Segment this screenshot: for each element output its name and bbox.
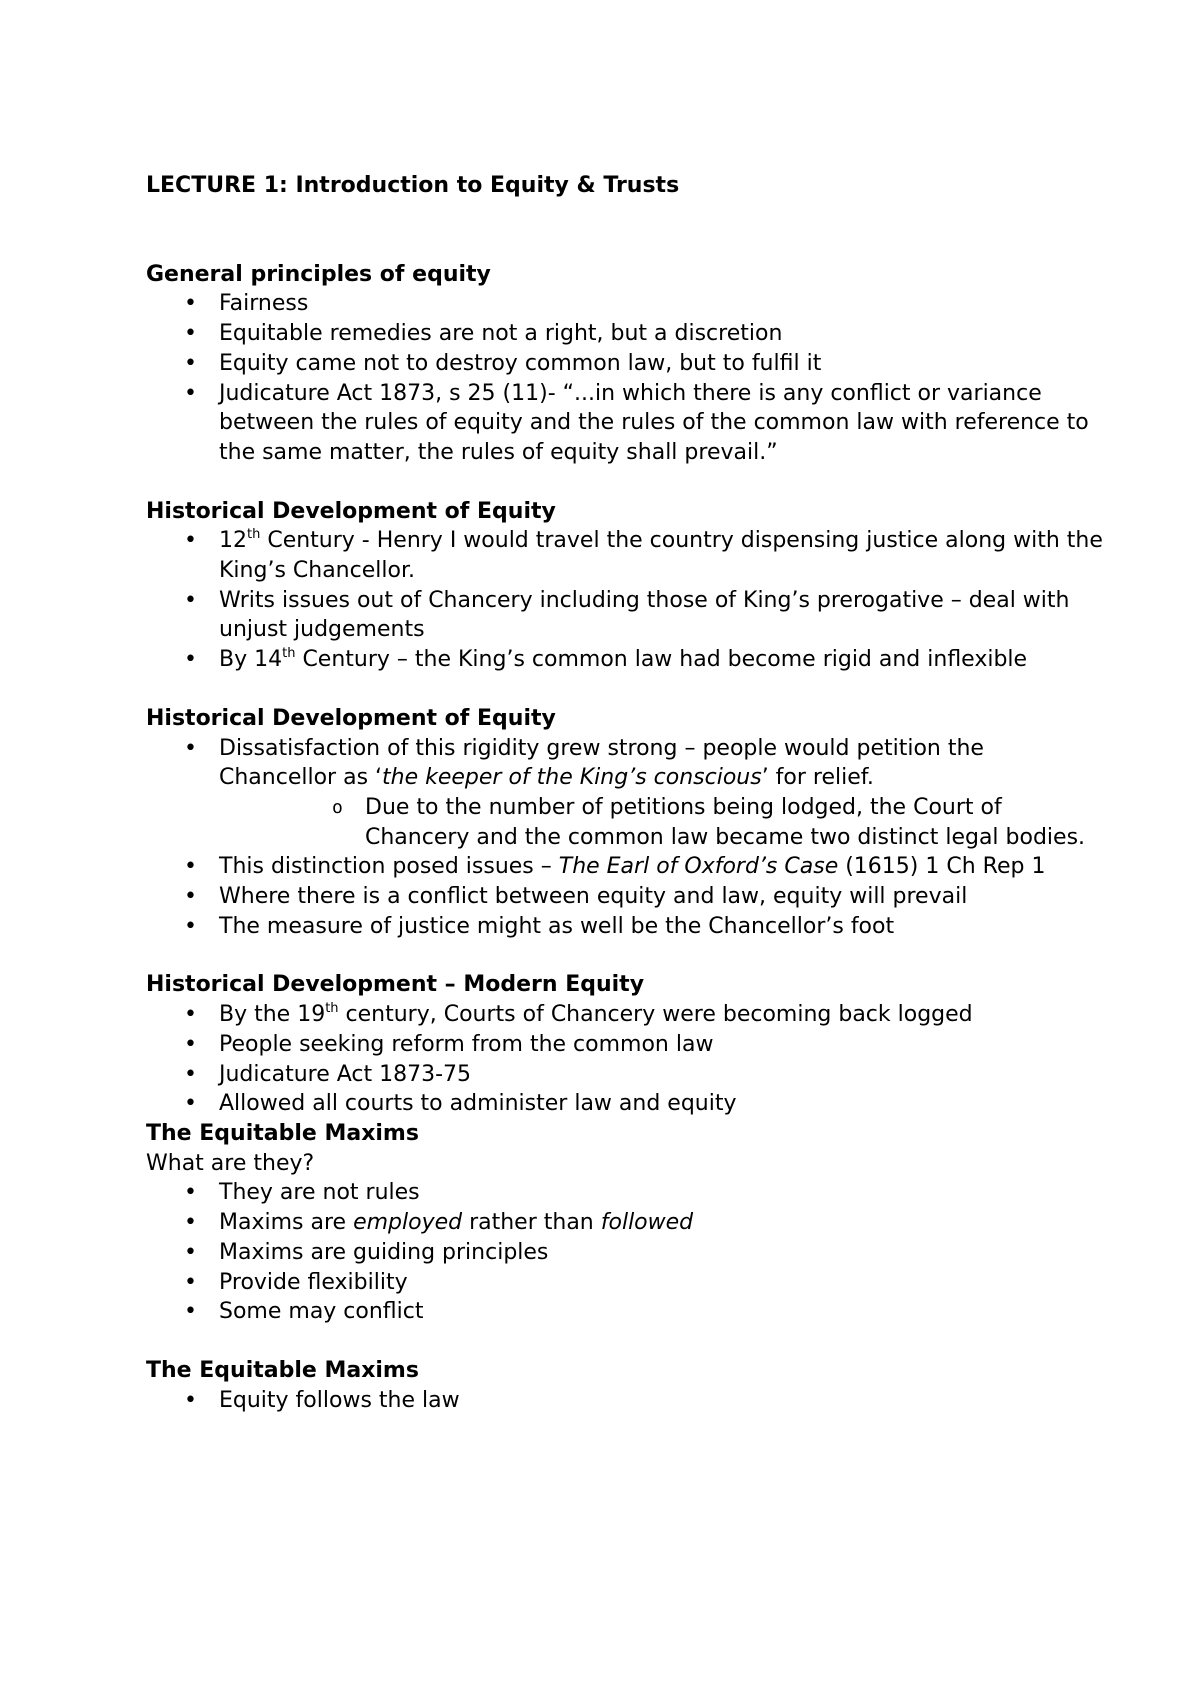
- list-item: • They are not rules: [146, 1178, 1106, 1208]
- section-general-principles: [146, 260, 1106, 468]
- list-item: • Equity came not to destroy common law, but to fulfil it: [146, 349, 1106, 379]
- list-item: • This distinction posed issues – The Earl of Oxford’s Case (1615) 1 Ch Rep 1: [146, 852, 1106, 882]
- section-heading: The Equitable Maxims: [146, 1357, 419, 1383]
- bullet-list: [146, 526, 1106, 675]
- list-item: • Judicature Act 1873-75: [146, 1060, 1106, 1090]
- list-item: • 12th Century - Henry I would travel the country dispensing justice along with the King’s Chancellor.: [146, 526, 1106, 585]
- list-item: • Maxims are employed rather than followed: [146, 1208, 1106, 1238]
- list-item: • By 14th Century – the King’s common law had become rigid and inflexible: [146, 645, 1106, 675]
- page-title: LECTURE 1: Introduction to Equity & Trusts: [146, 173, 680, 198]
- section-modern-equity: [146, 970, 1106, 1119]
- bullet-list: [146, 1000, 1106, 1119]
- list-item: • By the 19th century, Courts of Chancery were becoming back logged: [146, 1000, 1106, 1030]
- section-heading: Historical Development of Equity: [146, 705, 556, 731]
- bullet-list: [146, 289, 1106, 467]
- list-item: • Maxims are guiding principles: [146, 1238, 1106, 1268]
- section-heading: Historical Development of Equity: [146, 498, 556, 524]
- sub-list-item: o Due to the number of petitions being lodged, the Court of Chancery and the common law became two distinct legal bodies.: [219, 793, 1106, 852]
- list-item: • People seeking reform from the common law: [146, 1030, 1106, 1060]
- list-item: • Allowed all courts to administer law and equity: [146, 1089, 1106, 1119]
- section-equitable-maxims-2: [146, 1356, 1106, 1415]
- section-historical-development-1: [146, 497, 1106, 675]
- list-item: • Writs issues out of Chancery including those of King’s prerogative – deal with unjust judgements: [146, 586, 1106, 645]
- list-item: • Equity follows the law: [146, 1386, 1106, 1416]
- list-item: • Provide flexibility: [146, 1268, 1106, 1298]
- list-item: • Where there is a conflict between equity and law, equity will prevail: [146, 882, 1106, 912]
- bullet-list: [146, 1386, 1106, 1416]
- list-item: • Fairness: [146, 289, 1106, 319]
- list-item: • Dissatisfaction of this rigidity grew strong – people would petition the Chancellor as ‘the keeper of the King’s conscious’ for relief. o Due to the number of petitions being lodged, the Court of Chancery and the common law became two distinct legal bodies.: [146, 734, 1106, 853]
- list-item: • Some may conflict: [146, 1297, 1106, 1327]
- section-equitable-maxims-1: [146, 1119, 1106, 1327]
- list-item: • Judicature Act 1873, s 25 (11)- “...in which there is any conflict or variance between the rules of equity and the rules of the common law with reference to the same matter, the rules of equity shall prevail.”: [146, 379, 1106, 468]
- list-item: • Equitable remedies are not a right, but a discretion: [146, 319, 1106, 349]
- sub-bullet-list: [219, 793, 1106, 852]
- document-page: [146, 171, 1106, 1415]
- section-heading: The Equitable Maxims: [146, 1120, 419, 1146]
- list-item: • The measure of justice might as well be the Chancellor’s foot: [146, 912, 1106, 942]
- section-historical-development-2: [146, 704, 1106, 942]
- bullet-list: [146, 1178, 1106, 1327]
- bullet-list: [146, 734, 1106, 942]
- section-subheading: What are they?: [146, 1150, 315, 1176]
- section-heading: General principles of equity: [146, 261, 491, 287]
- section-heading: Historical Development – Modern Equity: [146, 972, 645, 998]
